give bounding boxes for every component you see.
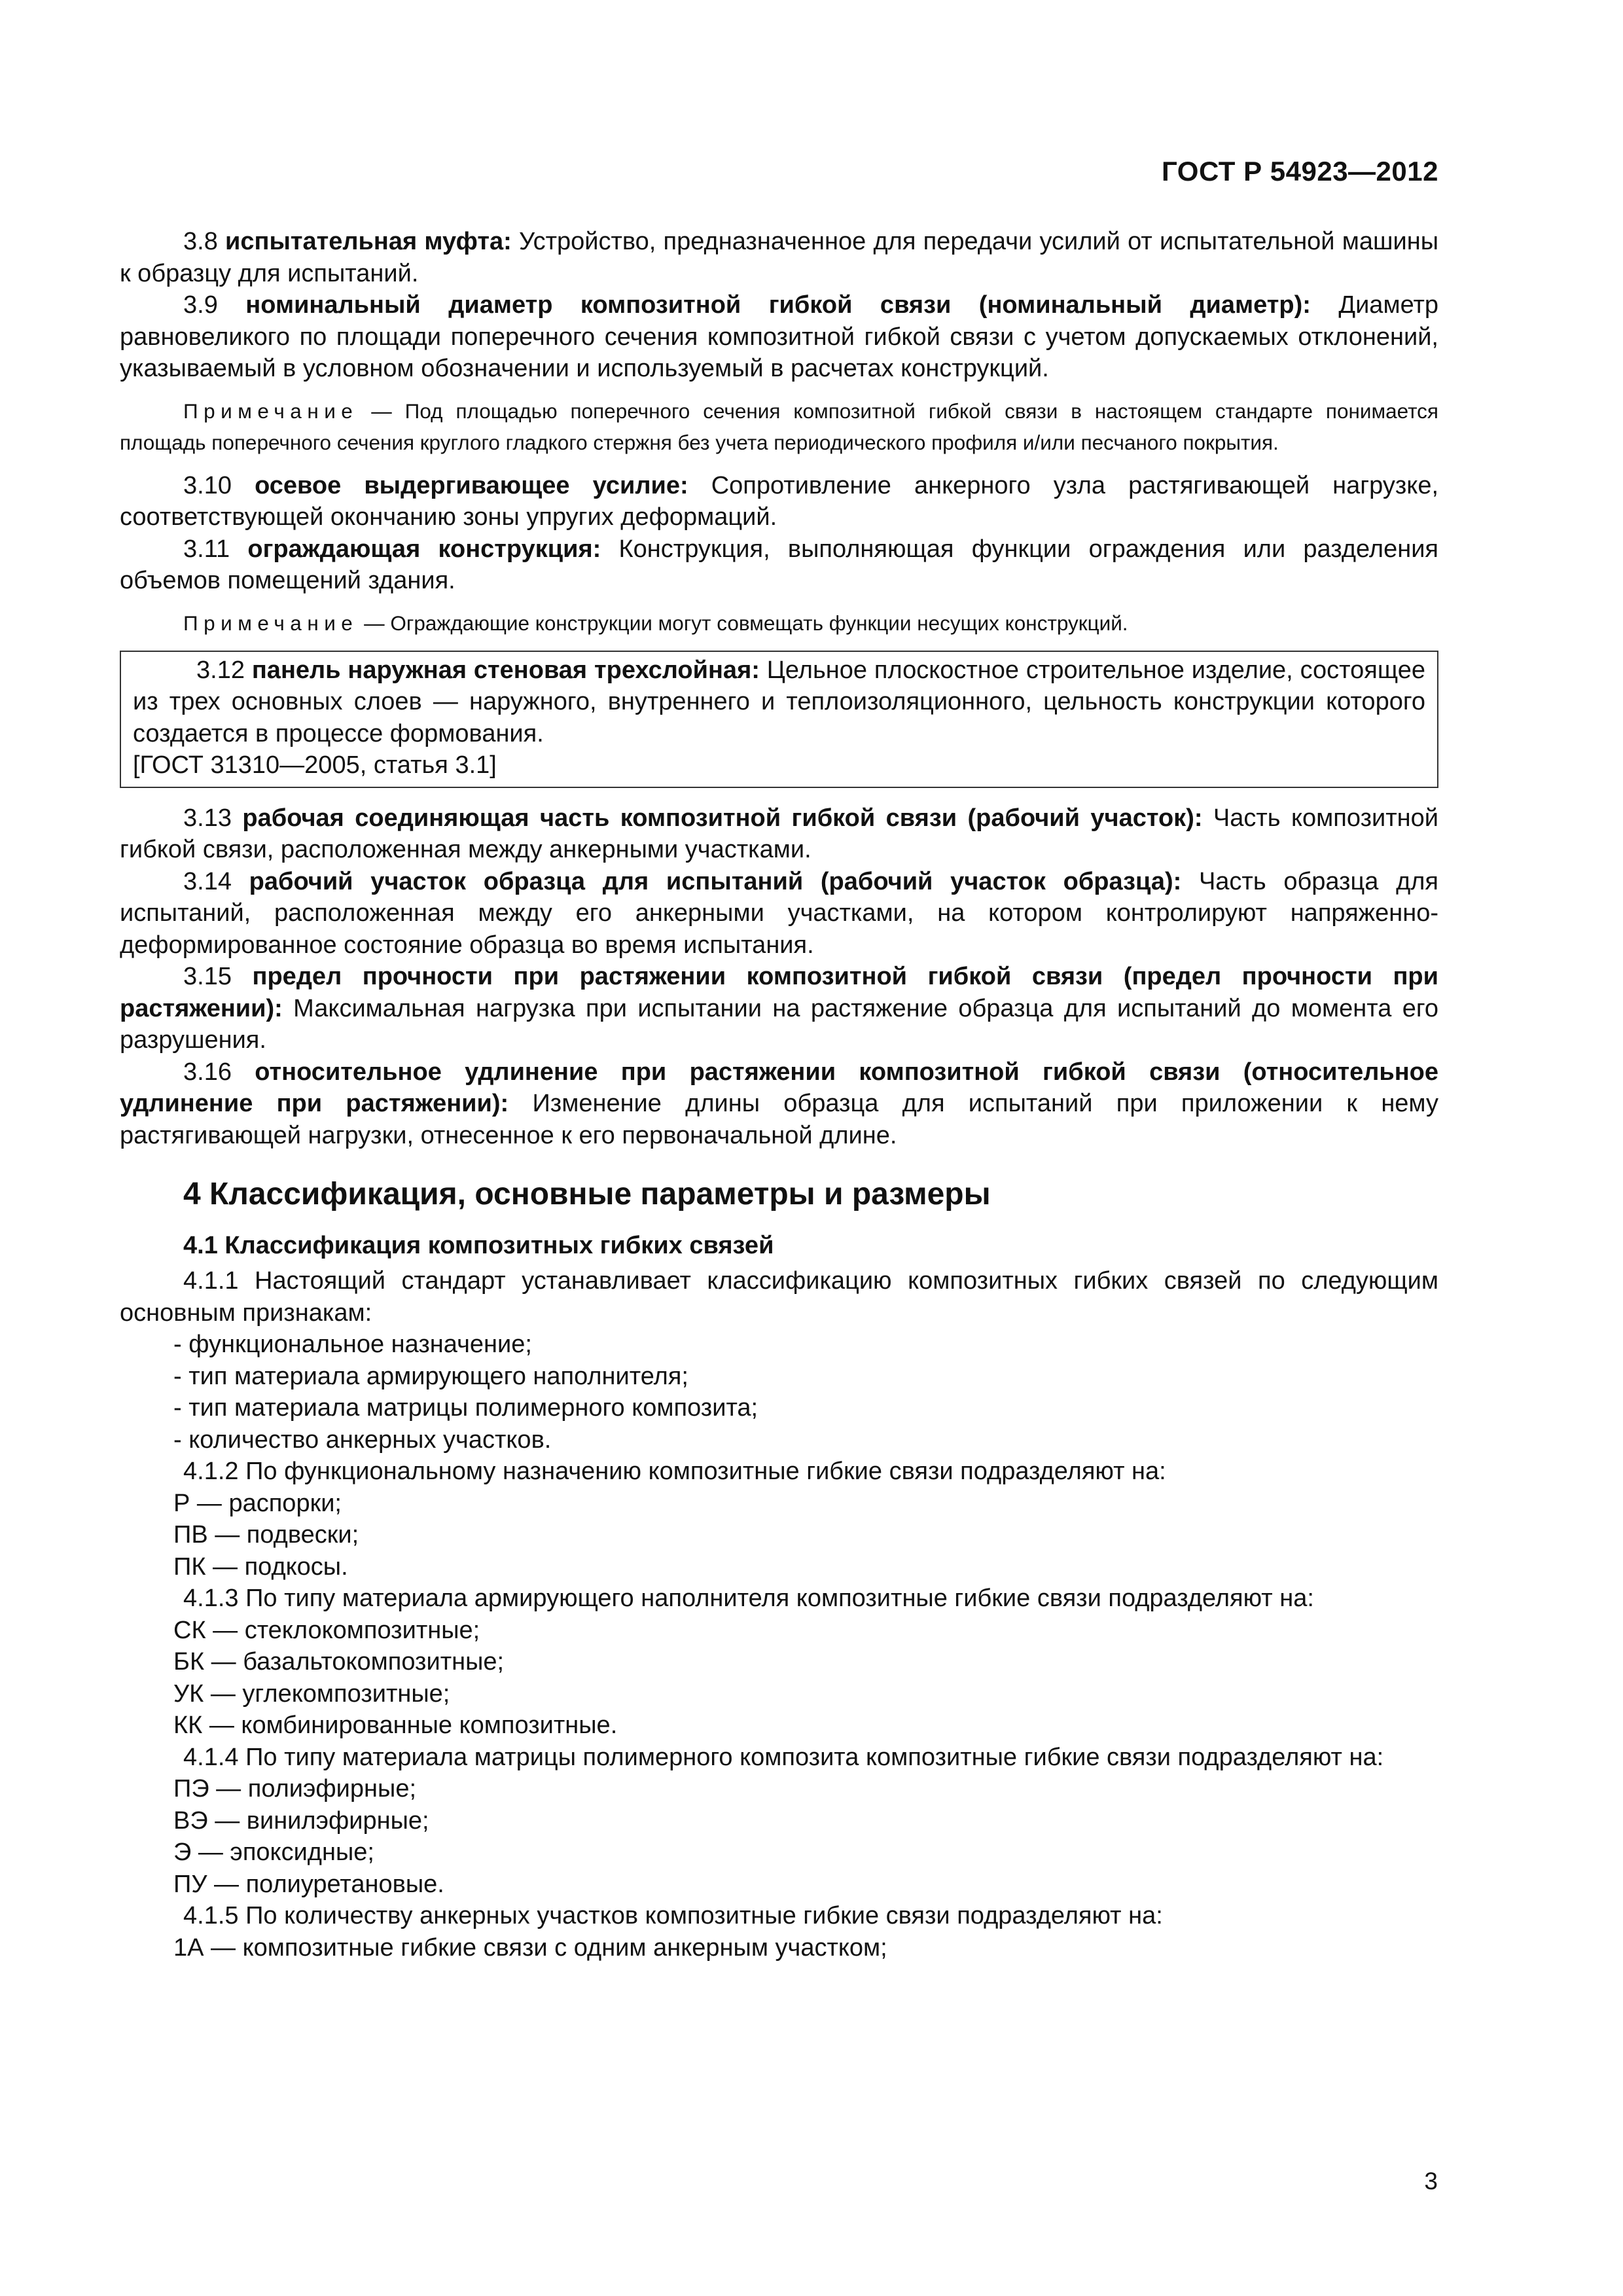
term: рабочий участок образца для испытаний (рабочий участок образца): [249, 867, 1182, 895]
list-item: - функциональное назначение; [173, 1331, 532, 1358]
paragraph-4-1-2: 4.1.2 По функциональному назначению композитные гибкие связи подразделяют на: [183, 1458, 1166, 1485]
list-item: БК — базальтокомпозитные; [173, 1648, 505, 1676]
list-item: УК — углекомпозитные; [173, 1679, 450, 1708]
document-header: ГОСТ Р 54923—2012 [1162, 156, 1438, 187]
boxed-definition-3-12 [120, 651, 1438, 788]
term: предел прочности при растяжении композитной гибкой связи (предел прочности при растяжении): [120, 963, 1439, 1022]
page-number: 3 [1424, 2168, 1438, 2195]
note-label: Примечание [183, 611, 359, 635]
definition-3-9: 3.9 номинальный диаметр композитной гибкой связи (номинальный диаметр): Диаметр равновеликого по площади поперечного сечения композитной гибкой связи с учетом допускаемых отклонений, указываемый в условном обозначении и используемый в расчетах конструкций. [120, 291, 1438, 382]
definition-3-8: 3.8 испытательная муфта: Устройство, предназначенное для передачи усилий от испытательной машины к образцу для испытаний. [120, 228, 1439, 287]
reference: [ГОСТ 31310—2005, статья 3.1] [133, 751, 497, 779]
list-item: ПУ — полиуретановые. [173, 1870, 444, 1898]
list-item: СК — стеклокомпозитные; [173, 1616, 480, 1644]
term: испытательная муфта: [225, 228, 512, 255]
definition-3-10: 3.10 осевое выдергивающее усилие: Сопротивление анкерного узла растягивающей нагрузке, соответствующей окончанию зоны упругих деформаций. [120, 471, 1439, 531]
definition-3-13: 3.13 рабочая соединяющая часть композитной гибкой связи (рабочий участок): Часть композитной гибкой связи, расположенная между анкерными участками. [120, 804, 1438, 863]
term: осевое выдергивающее усилие: [255, 471, 688, 499]
list-item: КК — комбинированные композитные. [173, 1712, 618, 1739]
list-item: Э — эпоксидные; [173, 1839, 374, 1866]
note-2: Примечание — Ограждающие конструкции могут совмещать функции несущих конструкций. [183, 611, 1128, 635]
term: ограждающая конструкция: [247, 535, 601, 563]
paragraph-4-1-3: 4.1.3 По типу материала армирующего наполнителя композитные гибкие связи подразделяют на: [183, 1585, 1314, 1612]
term: панель наружная стеновая трехслойная: [251, 656, 760, 684]
paragraph-4-1-1: 4.1.1 Настоящий стандарт устанавливает классификацию композитных гибких связей по следующим основным признакам: [120, 1267, 1438, 1327]
note-label: Примечание [183, 399, 359, 423]
paragraph-4-1-5: 4.1.5 По количеству анкерных участков композитные гибкие связи подразделяют на: [183, 1902, 1163, 1929]
list-item: - тип материала армирующего наполнителя; [173, 1362, 688, 1390]
definition-3-12: 3.12 панель наружная стеновая трехслойная: Цельное плоскостное строительное изделие, состоящее из трех основных слоев — наружного, внутреннего и теплоизоляционного, цельность конструкции которого создается в процессе формования. [133, 656, 1425, 747]
definition-3-11: 3.11 ограждающая конструкция: Конструкция, выполняющая функции ограждения или разделения объемов помещений здания. [120, 535, 1438, 594]
list-item: Р — распорки; [173, 1489, 342, 1517]
document-body [120, 226, 1438, 1964]
list-item: - количество анкерных участков. [173, 1426, 552, 1454]
section-heading-4: 4 Классификация, основные параметры и размеры [183, 1177, 991, 1211]
list-item: - тип материала матрицы полимерного композита; [173, 1394, 758, 1422]
list-item: 1А — композитные гибкие связи с одним анкерным участком; [173, 1933, 887, 1962]
term: рабочая соединяющая часть композитной гибкой связи (рабочий участок): [242, 804, 1203, 832]
list-item: ПВ — подвески; [173, 1521, 359, 1549]
definition-3-15: 3.15 предел прочности при растяжении композитной гибкой связи (предел прочности при растяжении): Максимальная нагрузка при испытании на растяжение образца для испытаний до момента его разрушения. [120, 963, 1439, 1054]
paragraph-4-1-4: 4.1.4 По типу материала матрицы полимерного композита композитные гибкие связи подразделяют на: [183, 1743, 1384, 1771]
note-1: Примечание — Под площадью поперечного сечения композитной гибкой связи в настоящем стандарте понимается площадь поперечного сечения круглого гладкого стержня без учета периодического профиля и/или песчаного покрытия. [120, 399, 1438, 454]
list-item: ПК — подкосы. [173, 1552, 348, 1581]
definition-3-14: 3.14 рабочий участок образца для испытаний (рабочий участок образца): Часть образца для испытаний, расположенная между его анкерными участками, на котором контролируют напряженно-деформированное состояние образца во время испытания. [120, 867, 1438, 959]
definition-3-16: 3.16 относительное удлинение при растяжении композитной гибкой связи (относительное удлинение при растяжении): Изменение длины образца для испытаний при приложении к нему растягивающей нагрузки, отнесенное к его первоначальной длине. [120, 1058, 1438, 1149]
list-item: ПЭ — полиэфирные; [173, 1775, 417, 1803]
term: относительное удлинение при растяжении композитной гибкой связи (относительное удлинение при растяжении): [120, 1058, 1438, 1117]
term: номинальный диаметр композитной гибкой связи (номинальный диаметр): [245, 291, 1311, 319]
list-item: ВЭ — винилэфирные; [173, 1806, 429, 1835]
subsection-heading-4-1: 4.1 Классификация композитных гибких связей [183, 1232, 774, 1259]
